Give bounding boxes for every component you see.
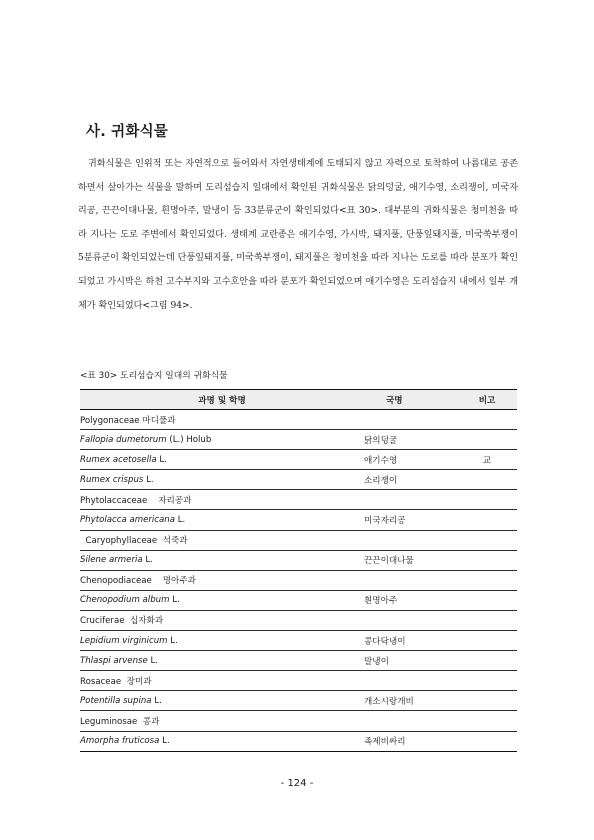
scientific-name: Potentilla supina bbox=[80, 695, 152, 706]
korean-name-cell bbox=[364, 410, 457, 430]
note-cell bbox=[457, 590, 517, 610]
note-cell bbox=[457, 610, 517, 630]
note-cell bbox=[457, 530, 517, 550]
family-name-cell: Rosaceae 장미과 bbox=[80, 671, 364, 691]
korean-name-cell: 미국자리공 bbox=[364, 510, 457, 530]
scientific-name-cell bbox=[80, 691, 364, 711]
table-header-row bbox=[80, 390, 517, 410]
note-cell bbox=[457, 691, 517, 711]
note-cell bbox=[457, 671, 517, 691]
note-cell bbox=[457, 711, 517, 731]
family-name-cell: Chenopodiaceae 명아주과 bbox=[80, 570, 364, 590]
species-row bbox=[80, 631, 517, 651]
korean-name-cell bbox=[364, 711, 457, 731]
korean-name-cell: 콩다닥냉이 bbox=[364, 631, 457, 651]
note-cell bbox=[457, 410, 517, 430]
scientific-name-cell bbox=[80, 631, 364, 651]
family-row bbox=[80, 410, 517, 430]
table-caption: <표 30> 도리섬습지 일대의 귀화식물 bbox=[80, 371, 228, 381]
species-row bbox=[80, 510, 517, 530]
body-paragraph: 귀화식물은 인위적 또는 자연적으로 들어와서 자연생태계에 도태되지 않고 자력으로 토착하여 나름대로 공존하면서 살아가는 식물을 말하며 도리섬습지 일대에서 확인된 귀화식물은 닭의덩굴, 애기수영, 소리쟁이, 미국자리공, 끈끈이대나물, 흰명아주, 말냉이 등 33분류군이 확인되었다<표 30>. 대부분의 귀화식물은 청미천을 따라 지나는 도로 주변에서 확인되었다. 생태계 교란종은 애기수영, 가시박, 돼지풀, 단풍잎돼지풀, 미국쑥부쟁이 5분류군이 확인되었는데 단풍잎돼지풀, 미국쑥부쟁이, 돼지풀은 청미천을 따라 지나는 도로를 따라 분포가 확인되었고 가시박은 하천 고수부지와 고수호안을 따라 분포가 확인되었으며 애기수영은 도리섬습지 내에서 일부 개체가 확인되었다<그림 94>. bbox=[78, 159, 518, 311]
section-title: 사. 귀화식물 bbox=[86, 124, 168, 140]
family-row bbox=[80, 711, 517, 731]
family-row bbox=[80, 671, 517, 691]
korean-name-cell bbox=[364, 671, 457, 691]
author-citation: L. bbox=[169, 595, 180, 606]
family-name-cell: Phytolaccaceae 자리공과 bbox=[80, 490, 364, 510]
note-cell bbox=[457, 510, 517, 530]
species-row bbox=[80, 731, 517, 751]
author-citation: L. bbox=[175, 515, 186, 526]
korean-name-cell: 끈끈이대나물 bbox=[364, 550, 457, 570]
family-name-cell: Caryophyllaceae 석죽과 bbox=[80, 530, 364, 550]
korean-name-cell: 흰명아주 bbox=[364, 590, 457, 610]
scientific-name-cell bbox=[80, 731, 364, 751]
scientific-name: Silene armeria bbox=[80, 555, 143, 566]
korean-name-cell: 소리쟁이 bbox=[364, 470, 457, 490]
species-row bbox=[80, 470, 517, 490]
header-korean-name: 국명 bbox=[364, 390, 457, 410]
author-citation: L. bbox=[142, 555, 153, 566]
table-body bbox=[80, 410, 517, 752]
scientific-name: Lepidium virginicum bbox=[80, 635, 168, 646]
scientific-name: Fallopia dumetorum bbox=[80, 434, 167, 445]
scientific-name: Thlaspi arvense bbox=[80, 655, 148, 666]
note-cell bbox=[457, 631, 517, 651]
scientific-name-cell bbox=[80, 590, 364, 610]
note-cell: 교 bbox=[457, 450, 517, 470]
species-row bbox=[80, 651, 517, 671]
korean-name-cell bbox=[364, 610, 457, 630]
species-row bbox=[80, 450, 517, 470]
note-cell bbox=[457, 470, 517, 490]
note-cell bbox=[457, 430, 517, 450]
scientific-name-cell bbox=[80, 450, 364, 470]
family-name-cell: Polygonaceae 마디풀과 bbox=[80, 410, 364, 430]
note-cell bbox=[457, 490, 517, 510]
korean-name-cell: 애기수영 bbox=[364, 450, 457, 470]
species-row bbox=[80, 691, 517, 711]
scientific-name: Rumex crispus bbox=[80, 474, 144, 485]
note-cell bbox=[457, 651, 517, 671]
family-row bbox=[80, 490, 517, 510]
note-cell bbox=[457, 731, 517, 751]
scientific-name-cell bbox=[80, 470, 364, 490]
korean-name-cell: 말냉이 bbox=[364, 651, 457, 671]
family-name-cell: Cruciferae 십자화과 bbox=[80, 610, 364, 630]
author-citation: L. bbox=[167, 635, 178, 646]
korean-name-cell bbox=[364, 530, 457, 550]
author-citation: (L.) Holub bbox=[166, 434, 212, 445]
scientific-name-cell bbox=[80, 550, 364, 570]
scientific-name: Phytolacca americana bbox=[80, 515, 175, 526]
scientific-name-cell bbox=[80, 651, 364, 671]
note-cell bbox=[457, 570, 517, 590]
scientific-name: Amorpha fruticosa bbox=[80, 736, 160, 747]
body-text bbox=[78, 153, 518, 318]
header-family-species: 과명 및 학명 bbox=[80, 390, 364, 410]
note-cell bbox=[457, 550, 517, 570]
author-citation: L. bbox=[159, 736, 170, 747]
author-citation: L. bbox=[151, 695, 162, 706]
korean-name-cell: 닭의덩굴 bbox=[364, 430, 457, 450]
page-number: - 124 - bbox=[280, 778, 314, 789]
family-row bbox=[80, 610, 517, 630]
family-row bbox=[80, 570, 517, 590]
family-row bbox=[80, 530, 517, 550]
korean-name-cell bbox=[364, 490, 457, 510]
naturalized-plants-table bbox=[80, 389, 517, 752]
scientific-name-cell bbox=[80, 430, 364, 450]
korean-name-cell: 개소시랑개비 bbox=[364, 691, 457, 711]
species-row bbox=[80, 550, 517, 570]
species-row bbox=[80, 590, 517, 610]
scientific-name: Chenopodium album bbox=[80, 595, 170, 606]
species-row bbox=[80, 430, 517, 450]
header-note: 비고 bbox=[457, 390, 517, 410]
family-name-cell: Leguminosae 콩과 bbox=[80, 711, 364, 731]
scientific-name-cell bbox=[80, 510, 364, 530]
author-citation: L. bbox=[156, 454, 167, 465]
author-citation: L. bbox=[143, 474, 154, 485]
scientific-name: Rumex acetosella bbox=[80, 454, 157, 465]
korean-name-cell bbox=[364, 570, 457, 590]
korean-name-cell: 족제비싸리 bbox=[364, 731, 457, 751]
author-citation: L. bbox=[147, 655, 159, 666]
